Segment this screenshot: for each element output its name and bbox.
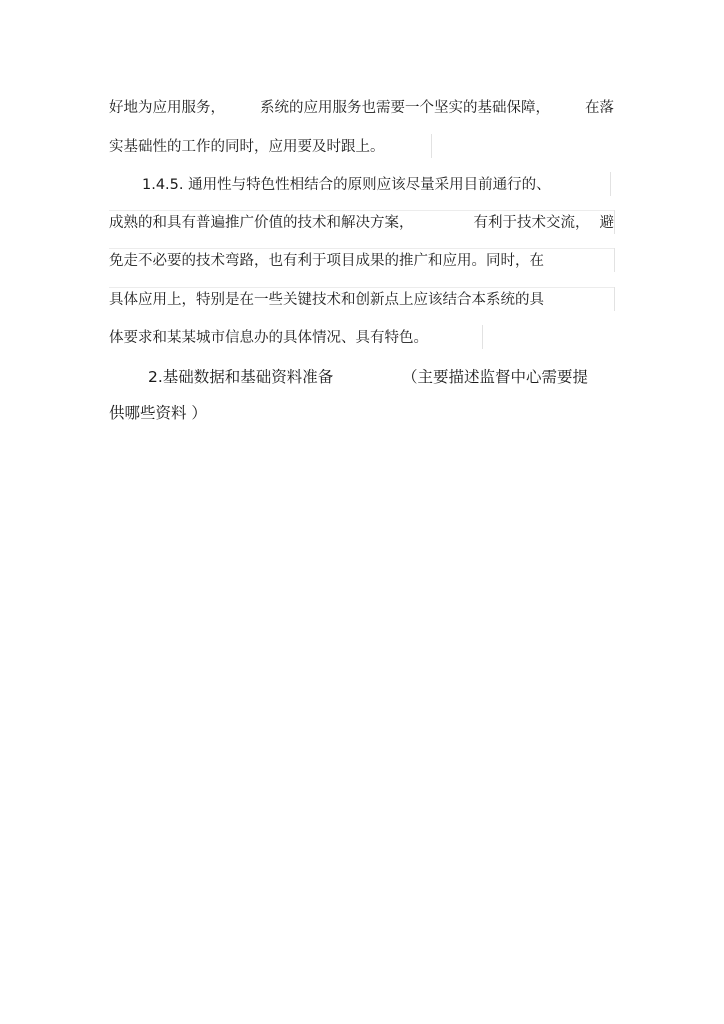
paragraph1-line2: 实基础性的工作的同时，应用要及时跟上。 <box>109 139 385 155</box>
table-rule-vertical <box>610 172 611 196</box>
text-segment: 成熟的和具有普遍推广价值的技术和解决方案， <box>109 215 414 231</box>
paragraph2-line5: 体要求和某某城市信息办的具体情况、具有特色。 <box>109 330 428 346</box>
text-segment: 好地为应用服务， <box>109 100 225 116</box>
paragraph2-line3: 免走不必要的技术弯路，也有利于项目成果的推广和应用。同时，在 <box>109 253 544 269</box>
table-rule-vertical <box>614 248 615 272</box>
paragraph2-line2 <box>109 213 614 233</box>
text-segment: 避 <box>599 215 614 231</box>
text-segment: 在落 <box>585 100 614 116</box>
heading-segment: 2.基础数据和基础资料准备 <box>148 368 334 386</box>
table-rule-vertical <box>614 210 615 234</box>
section2-heading-line2: 供哪些资料 ） <box>109 404 207 422</box>
table-rule-horizontal <box>109 248 614 249</box>
table-rule-vertical <box>614 287 615 311</box>
table-rule-horizontal <box>109 210 614 211</box>
section2-heading-line1 <box>148 367 588 387</box>
text-segment: 有利于技术交流， <box>473 215 590 231</box>
paragraph2-line1: 1.4.5. 通用性与特色性相结合的原则应该尽量采用目前通行的、 <box>142 177 551 193</box>
table-rule-horizontal <box>109 287 614 288</box>
paragraph2-line4: 具体应用上，特别是在一些关键技术和创新点上应该结合本系统的具 <box>109 292 544 308</box>
text-segment: 系统的应用服务也需要一个坚实的基础保障， <box>260 100 550 116</box>
paragraph1-line1 <box>109 98 614 118</box>
heading-segment: （主要描述监督中心需要提 <box>401 368 588 386</box>
